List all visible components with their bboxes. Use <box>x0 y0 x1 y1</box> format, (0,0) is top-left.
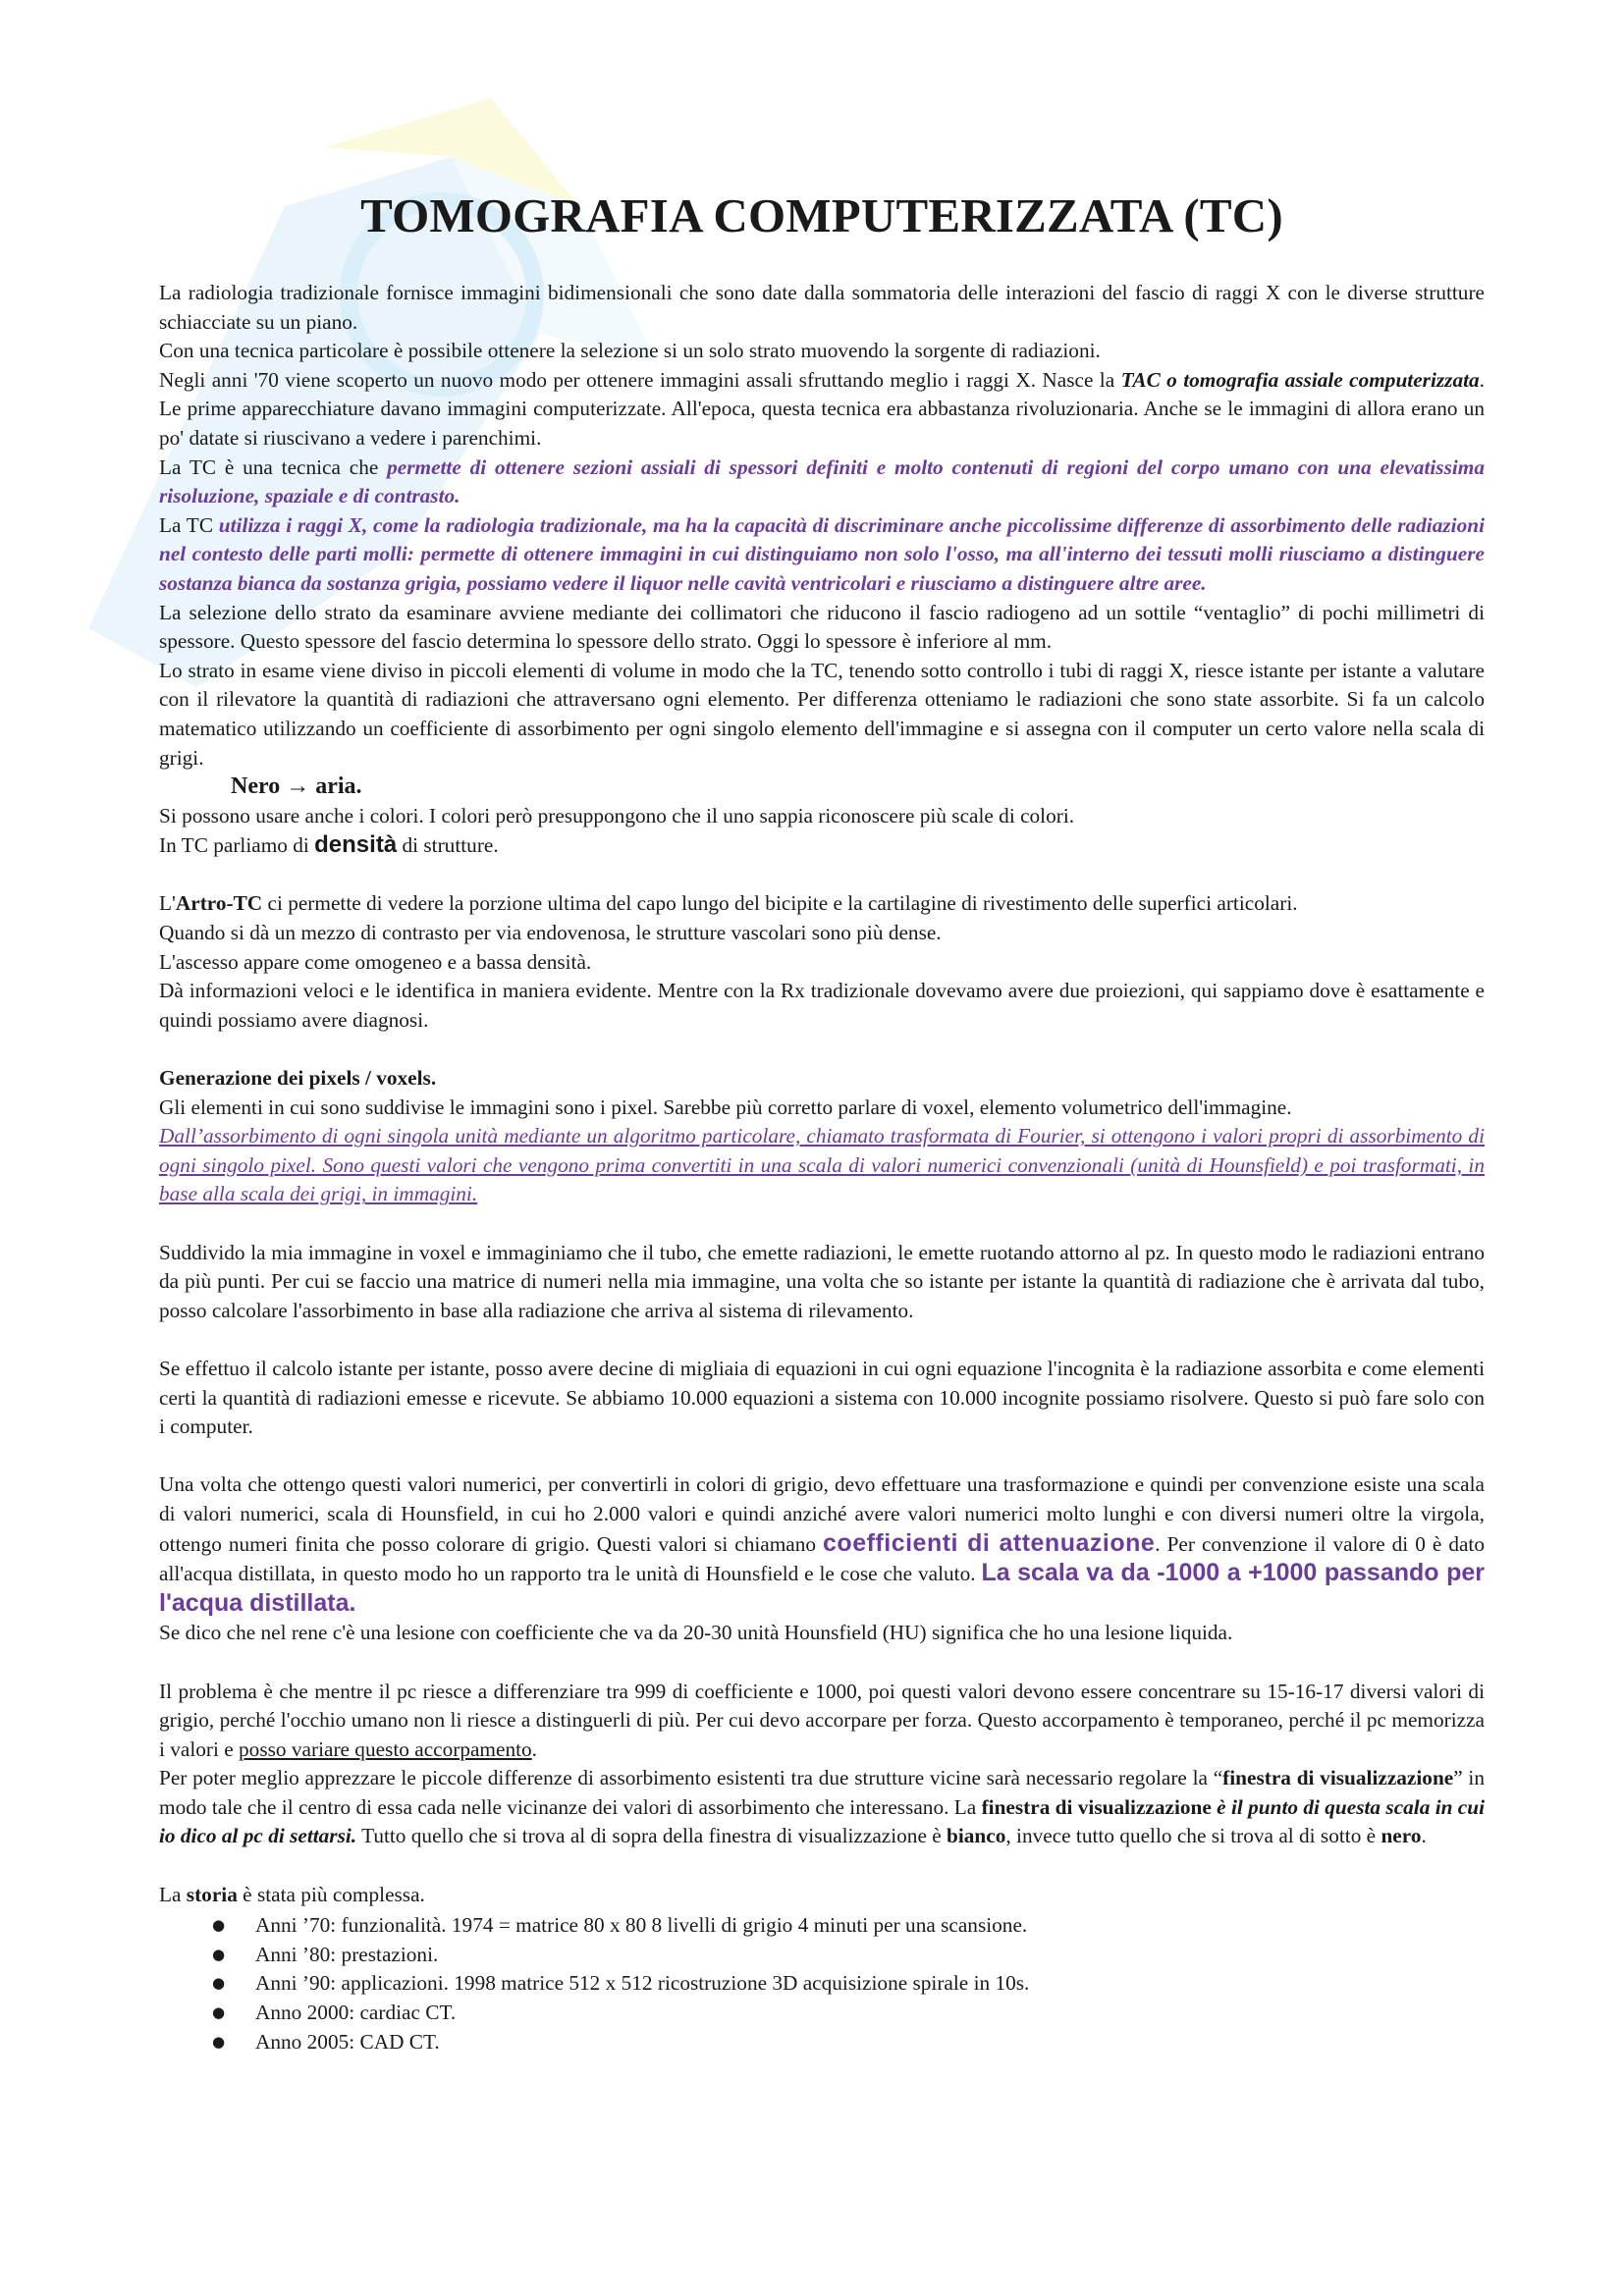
white-term: bianco <box>947 1824 1006 1848</box>
text-span: In TC parliamo di <box>159 833 315 858</box>
story-term: storia <box>186 1882 238 1906</box>
list-item: ● Anni ’90: applicazioni. 1998 matrice 512 x 512 ricostruzione 3D acquisizione spirale in 10s. <box>255 1969 1485 1999</box>
list-item: ● Anni ’70: funzionalità. 1974 = matrice 80 x 80 8 livelli di grigio 4 minuti per una scansione. <box>255 1911 1485 1941</box>
text-span: Il problema è che mentre il pc riesce a differenziare tra 999 di coefficiente e 1000, poi questi valori devono essere concentrare su 15-16-17 diversi valori di grigio, perché l'occhio umano non li riesce a distinguerli di più. Per cui devo accorpare per forza. Questo accorpamento è temporaneo, perché il pc memorizza i valori e <box>159 1679 1485 1761</box>
spacer <box>159 1325 1485 1355</box>
paragraph-pixels: Gli elementi in cui sono suddivise le immagini sono i pixel. Sarebbe più corretto parlare di voxel, elemento volumetrico dell'immagine. <box>159 1095 1292 1119</box>
paragraph-voxels: Lo strato in esame viene diviso in piccoli elementi di volume in modo che la TC, tenendo sotto controllo i tubi di raggi X, riesce istante per istante a valutare con il rilevatore la quantità di radiazioni che attraversano ogni elemento. Per differenza otteniamo le radiazioni che sono state assorbite. Si fa un calcolo matematico utilizzando un coefficiente di assorbimento per ogni singolo elemento dell'immagine e si assegna con il computer un certo valore nella scala di grigi. <box>159 658 1485 770</box>
paragraph-equations: Se effettuo il calcolo istante per istante, posso avere decine di migliaia di equazioni in cui ogni equazione l'incognita è la radiazione assorbita e come elementi certi la quantità di radiazioni emesse e ricevute. Se abbiamo 10.000 equazioni a sistema con 10.000 incognite possiamo risolvere. Questo si può fare solo con i computer. <box>159 1356 1485 1439</box>
paragraph-abscess: L'ascesso appare come omogeneo e a bassa densità. <box>159 949 592 974</box>
text-span: è stata più complessa. <box>237 1882 425 1906</box>
paragraph-window <box>159 1764 1485 1851</box>
scale-range: La scala va da -1000 a +1000 passando per l'acqua distillata. <box>159 1559 1485 1617</box>
text-span: di strutture. <box>397 833 499 858</box>
history-list <box>159 1911 1485 2056</box>
paragraph-artro-tc <box>159 889 1485 919</box>
heading-pixels <box>159 1064 1485 1094</box>
paragraph-story <box>159 1881 1485 1910</box>
text-span: ” in modo tale che il centro di essa cada nelle vicinanze dei valori di assorbimento che interessano. La <box>159 1766 1486 1819</box>
text-span: La TC è una tecnica che <box>159 454 388 479</box>
tac-term: TAC o tomografia assiale computerizzata <box>1120 367 1480 392</box>
spacer <box>159 1648 1485 1678</box>
paragraph-density <box>159 830 1485 861</box>
paragraph-colors: Si possono usare anche i colori. I colori però presuppongono che il uno sappia riconoscere più scale di colori. <box>159 803 1075 828</box>
paragraph-fourier <box>159 1122 1485 1209</box>
text-span: Negli anni '70 viene scoperto un nuovo modo per ottenere immagini assali sfruttando meglio i raggi X. Nasce la <box>159 367 1121 392</box>
paragraph-contrast: Quando si dà un mezzo di contrasto per via endovenosa, le strutture vascolari sono più dense. <box>159 921 942 945</box>
text-span: La TC <box>159 512 219 537</box>
spacer <box>159 1209 1485 1239</box>
text-span: L' <box>159 891 176 916</box>
text-span: . <box>1421 1824 1427 1848</box>
paragraph-collimators: La selezione dello strato da esaminare avviene mediante dei collimatori che riducono il fascio radiogeno ad un sottile “ventaglio” di pochi millimetri di spessore. Questo spessore del fascio determina lo spessore dello strato. Oggi lo spessore è inferiore al mm. <box>159 600 1485 654</box>
paragraph-tc-definition <box>159 454 1485 511</box>
document-title: TOMOGRAFIA COMPUTERIZZATA (TC) <box>360 188 1283 242</box>
spacer <box>159 1035 1485 1064</box>
density-term: densità <box>314 831 398 859</box>
text-span: , invece tutto quello che si trova al di sotto è <box>1005 1824 1381 1848</box>
text-span: . Le prime apparecchiature davano immagini computerizzate. All'epoca, questa tecnica era abbastanza rivoluzionaria. Anche se le immagini di allora erano un po' datate si riuscivano a vedere i parenchimi. <box>159 367 1485 450</box>
list-item: ● Anno 2000: cardiac CT. <box>255 1999 1485 2028</box>
highlight-text: utilizza i raggi X, come la radiologia tradizionale, ma ha la capacità di discriminare anche piccolissime differenze di assorbimento delle radiazioni nel contesto delle parti molli: permette di ottenere immagini in cui distinguiamo non solo l'osso, ma all'interno dei tessuti molli riusciamo a distinguere sostanza bianca da sostanza grigia, possiamo vedere il liquor nelle cavità ventricolari e riusciamo a distinguere altre aree. <box>159 512 1485 595</box>
spacer <box>159 1442 1485 1471</box>
coefficients-term: coefficienti di attenuazione <box>823 1528 1156 1557</box>
text-span: Tutto quello che si trova al di sopra della finestra di visualizzazione è <box>356 1824 947 1848</box>
window-term: finestra di visualizzazione <box>1222 1766 1454 1790</box>
underlined-text: Dall’assorbimento di ogni singola unità mediante un algoritmo particolare, chiamato trasformata di Fourier, si ottengono i valori propri di assorbimento di ogni singolo pixel. Sono questi valori che vengono prima convertiti in una scala di valori numerici convenzionali (unità di Hounsfield) e poi trasformati, in base alla scala dei grigi, in immagini. <box>159 1124 1485 1206</box>
text-span: Per poter meglio apprezzare le piccole differenze di assorbimento esistenti tra due strutture vicine sarà necessario regolare la “ <box>159 1766 1223 1790</box>
black-term: nero <box>1380 1824 1422 1848</box>
spacer <box>159 1851 1485 1881</box>
text-span: Una volta che ottengo questi valori numerici, per convertirli in colori di grigio, devo effettuare una trasformazione e quindi per convenzione esiste una scala di valori numerici, scala di Hounsfield, in cui ho 2.000 valori e quindi anziché avere valori numerici molto lunghi e con diversi numeri oltre la virgola, ottengo numeri finita che posso colorare di grigio. Questi valori si chiamano <box>159 1472 1485 1556</box>
highlight-text: permette di ottenere sezioni assiali di spessori definiti e molto contenuti di regioni del corpo umano con una elevatissima risoluzione, spaziale e di contrasto. <box>159 454 1485 508</box>
underlined-text: posso variare questo accorpamento <box>239 1736 532 1761</box>
paragraph-rotation: Suddivido la mia immagine in voxel e immaginiamo che il tubo, che emette radiazioni, le emette ruotando attorno al pz. In questo modo le radiazioni entrano da più punti. Per cui se faccio una matrice di numeri nella mia immagine, una volta che so istante per istante la quantità di radiazione che è arrivata dal tubo, posso calcolare l'assorbimento in base alla radiazione che arriva al sistema di rilevamento. <box>159 1240 1485 1322</box>
nero-aria: Nero → aria. <box>231 774 362 800</box>
paragraph-info: Dà informazioni veloci e le identifica in maniera evidente. Mentre con la Rx tradizionale dovevamo avere due proiezioni, qui sappiamo dove è esattamente e quindi possiamo avere diagnosi. <box>159 979 1485 1032</box>
document-page <box>159 187 1485 2056</box>
text-span: . Per convenzione il valore di 0 è dato all'acqua distillata, in questo modo ho un rapporto tra le unità di Hounsfield e le cose che valuto. <box>159 1531 1485 1586</box>
paragraph-kidney: Se dico che nel rene c'è una lesione con coefficiente che va da 20-30 unità Hounsfield (HU) significa che ho una lesione liquida. <box>159 1621 1233 1645</box>
paragraph-technique: Con una tecnica particolare è possibile ottenere la selezione si un solo strato muovendo la sorgente di radiazioni. <box>159 339 1101 363</box>
text-span: ci permette di vedere la porzione ultima del capo lungo del bicipite e la cartilagine di rivestimento delle superfici articolari. <box>262 891 1298 916</box>
paragraph-tc-xrays <box>159 511 1485 599</box>
heading-pixels-text: Generazione dei pixels / voxels. <box>159 1066 437 1091</box>
text-span: . <box>531 1736 537 1761</box>
paragraph-hounsfield <box>159 1470 1485 1619</box>
text-span: La <box>159 1882 187 1906</box>
list-item: ● Anno 2005: CAD CT. <box>255 2028 1485 2057</box>
artro-tc-term: Artro-TC <box>175 891 263 916</box>
paragraph-intro: La radiologia tradizionale fornisce immagini bidimensionali che sono date dalla sommatoria delle interazioni del fascio di raggi X con le diverse strutture schiacciate su un piano. <box>159 281 1485 334</box>
paragraph-history-70s <box>159 366 1485 454</box>
paragraph-grey-levels <box>159 1678 1485 1765</box>
window-definition: è il punto di questa scala in cui io dico al pc di settarsi. <box>159 1794 1486 1848</box>
spacer <box>159 861 1485 890</box>
window-term: finestra di visualizzazione <box>981 1794 1212 1819</box>
list-item: ● Anni ’80: prestazioni. <box>255 1941 1485 1970</box>
